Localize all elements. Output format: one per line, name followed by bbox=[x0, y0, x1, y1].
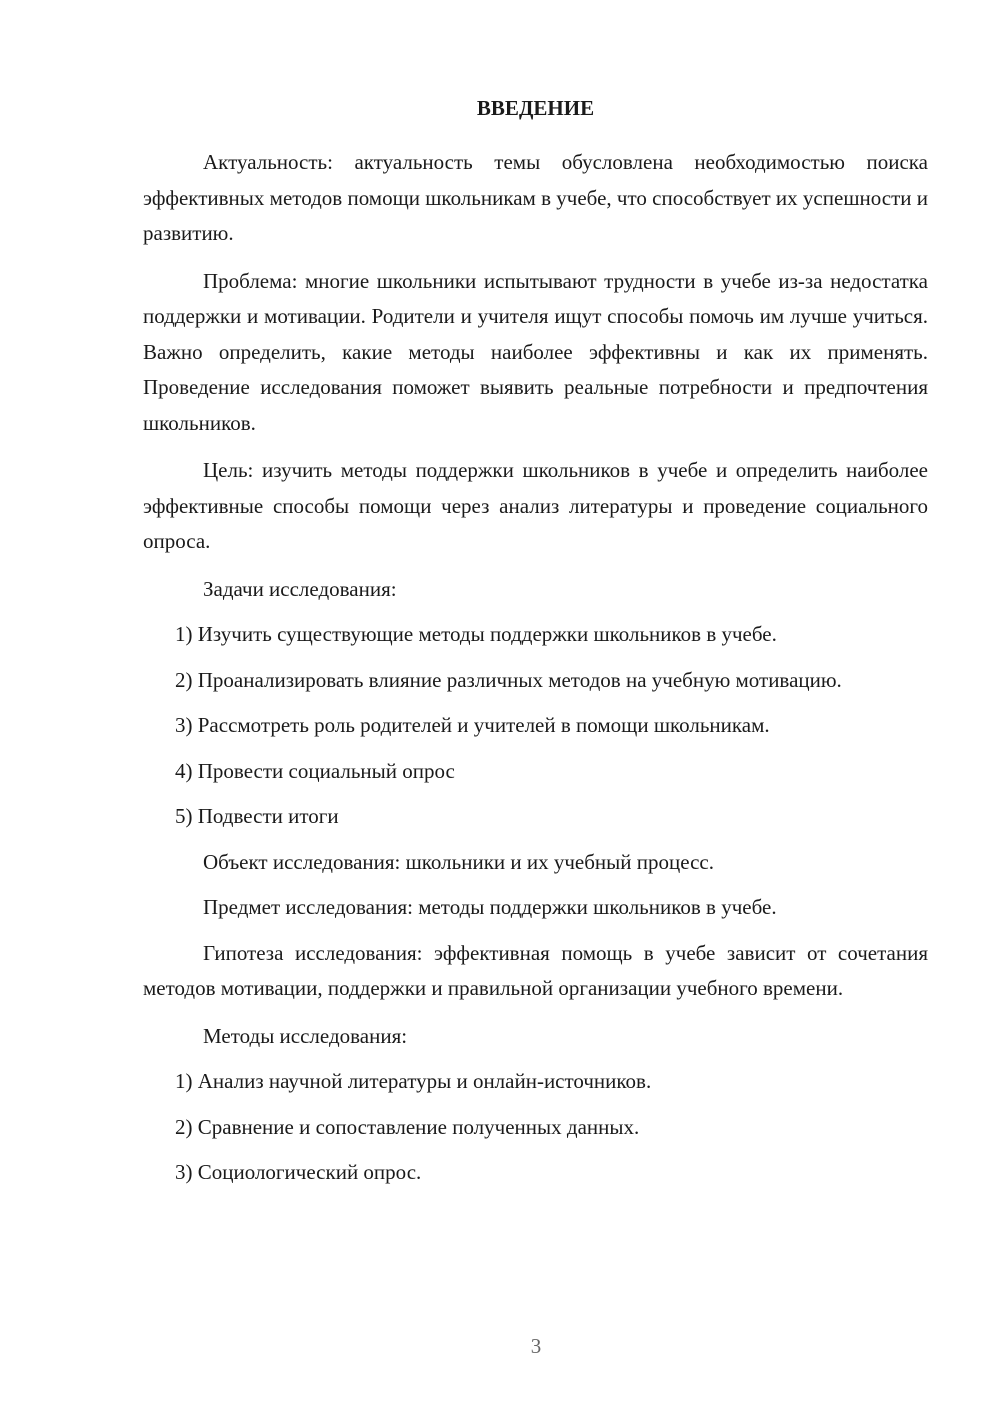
task-item-2: 2) Проанализировать влияние различных методов на учебную мотивацию. bbox=[175, 667, 842, 692]
problem-paragraph: Проблема: многие школьники испытывают трудности в учебе из-за недостатка поддержки и мотивации. Родители и учителя ищут способы помочь им лучше учиться. Важно определить, какие методы наиболее эффективны и как их применять. Проведение исследования поможет выявить реальные потребности и предпочтения школьников. bbox=[143, 268, 928, 435]
task-item-3: 3) Рассмотреть роль родителей и учителей в помощи школьникам. bbox=[175, 713, 770, 737]
section-title: ВВЕДЕНИЕ bbox=[476, 96, 595, 120]
method-item-1: 1) Анализ научной литературы и онлайн-источников. bbox=[175, 1069, 652, 1093]
task-item-4: 4) Провести социальный опрос bbox=[175, 758, 455, 783]
tasks-heading: Задачи исследования: bbox=[203, 576, 397, 601]
method-item-3: 3) Социологический опрос. bbox=[175, 1160, 422, 1184]
task-item-1: 1) Изучить существующие методы поддержки школьников в учебе. bbox=[175, 622, 777, 646]
subject-paragraph: Предмет исследования: методы поддержки школьников в учебе. bbox=[203, 895, 777, 919]
methods-heading: Методы исследования: bbox=[203, 1023, 408, 1048]
document-page bbox=[143, 93, 928, 1201]
hypothesis-paragraph: Гипотеза исследования: эффективная помощь в учебе зависит от сочетания методов мотивации, поддержки и правильной организации учебного времени. bbox=[143, 940, 928, 1000]
page-number: 3 bbox=[530, 1334, 542, 1358]
goal-paragraph: Цель: изучить методы поддержки школьников в учебе и определить наиболее эффективные способы помощи через анализ литературы и проведение социального опроса. bbox=[143, 458, 928, 553]
method-item-2: 2) Сравнение и сопоставление полученных данных. bbox=[175, 1114, 640, 1139]
task-item-5: 5) Подвести итоги bbox=[175, 804, 339, 828]
object-paragraph: Объект исследования: школьники и их учебный процесс. bbox=[203, 849, 714, 874]
relevance-paragraph: Актуальность: актуальность темы обусловлена необходимостью поиска эффективных методов помощи школьникам в учебе, что способствует их успешности и развитию. bbox=[143, 150, 928, 245]
